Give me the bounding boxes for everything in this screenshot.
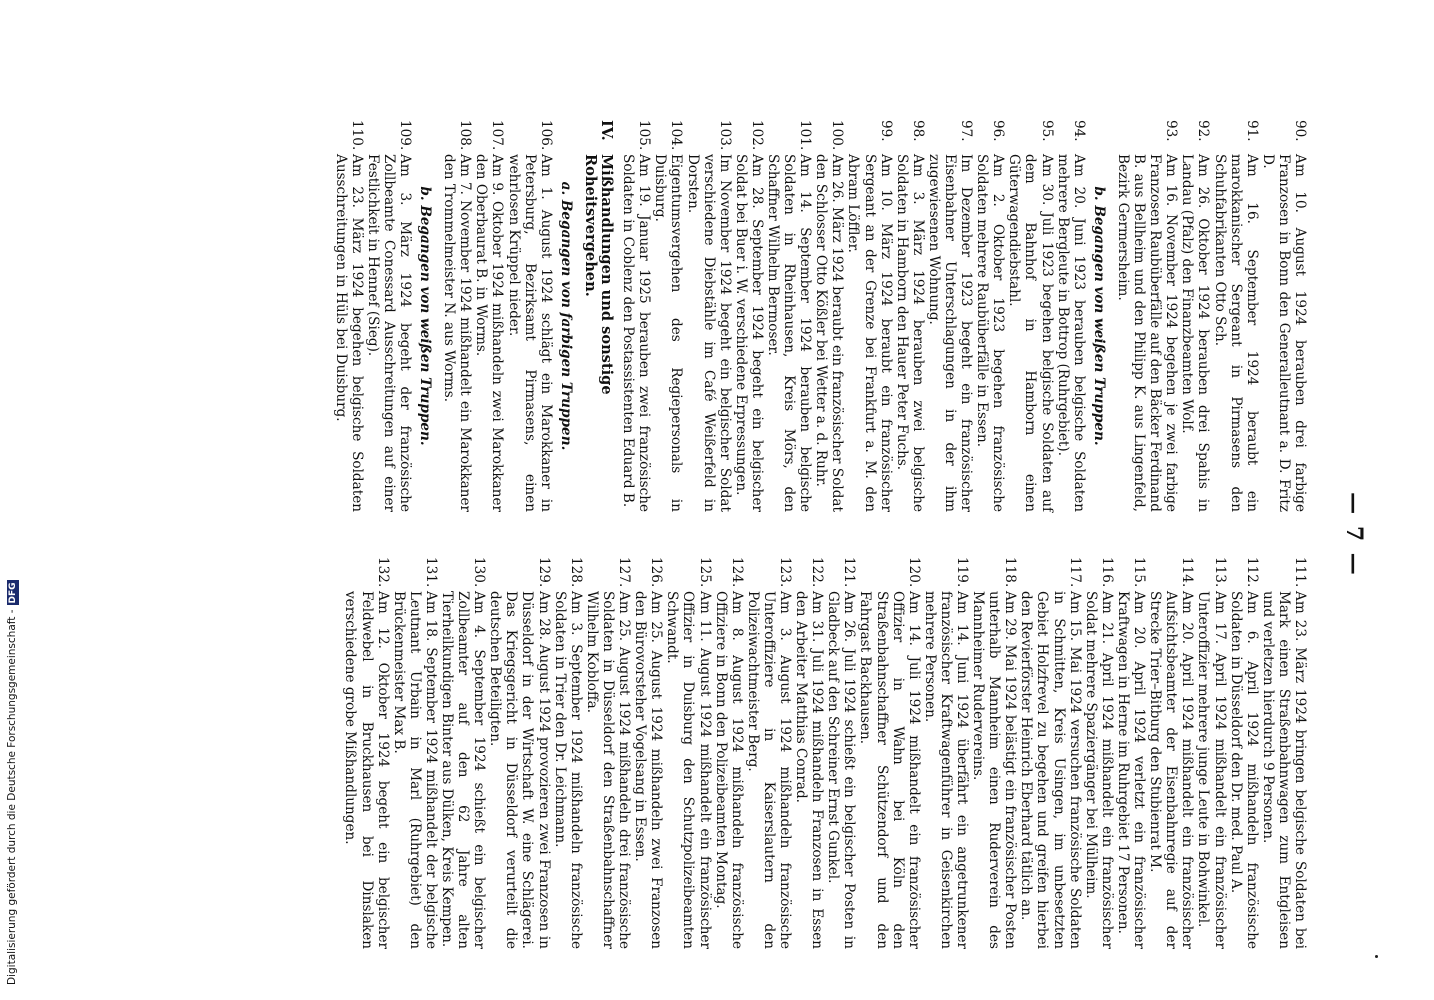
subsection-heading: b. Begangen von weißen Truppen. xyxy=(1090,186,1107,446)
entry-text: Eigentumsvergehen des Regiepersonals in Duisburg. xyxy=(652,154,685,512)
list-item xyxy=(1179,120,1211,512)
entry-number: 115. xyxy=(1131,557,1148,588)
list-item xyxy=(793,557,825,949)
entry-number: 106. xyxy=(537,120,554,151)
digitization-credit xyxy=(6,0,26,990)
entry-text: Am 15. Mai 1924 versuchen französische Soldaten in Schmitten, Kreis Usingen, im unbesetzten Gebiet Holzfrevel zu begehen und greifen hierbei den Revierförster Heinrich Eberhard tätlich an. xyxy=(1018,591,1083,949)
entry-number: 130. xyxy=(471,557,488,588)
list-item xyxy=(664,557,712,949)
entry-number: 112. xyxy=(1243,557,1260,588)
entry-text: Am 19. Januar 1925 berauben zwei französische Soldaten in Coblenz den Postassistenten Eduard B. xyxy=(620,154,653,512)
entry-text: Am 6. April 1924 mißhandeln französische Soldaten in Düsseldorf den Dr. med. Paul A. xyxy=(1227,591,1260,949)
entry-number: 114. xyxy=(1179,557,1196,588)
entry-text: Am 23. März 1924 bringen belgische Soldaten bei Mark einen Straßenbahnwagen zum Entgleisen und verletzen hierdurch 9 Personen. xyxy=(1259,591,1308,949)
entry-number: 118. xyxy=(1002,557,1019,588)
list-item xyxy=(652,120,684,512)
entry-number: 104. xyxy=(668,120,685,151)
list-item xyxy=(1006,120,1054,512)
speck-mark xyxy=(1375,955,1378,958)
entry-text: Am 30. Juli 1923 begehen belgische Soldaten auf dem Bahnhof in Hamborn einen Güterwagendiebstahl. xyxy=(1006,154,1055,512)
entry-number: 93. xyxy=(1163,120,1180,142)
list-item xyxy=(632,557,664,949)
entry-text: Am 4. September 1924 schießt ein belgischer Zollbeamter auf den 62 Jahre alten Tierheilkundigen Binter aus Dülken, Kreis Kempen. xyxy=(439,591,488,949)
entry-text: Am 16. November 1924 begehen je zwei farbige Franzosen Raubüberfälle auf den Bäcker Ferdinand B. aus Bellheim und den Philipp K. aus Lingenfeld, Bezirk Germersheim. xyxy=(1114,154,1180,512)
list-item xyxy=(857,557,921,949)
entry-number: 110. xyxy=(348,120,365,151)
entry-text: Am 3. August 1924 mißhandeln französische Unteroffiziere in Kaiserslautern den Polizeiwachtmeister Berg. xyxy=(744,591,793,949)
list-item xyxy=(1147,557,1195,949)
list-item xyxy=(1260,120,1308,512)
entry-text: Am 17. April 1924 mißhandelt ein französischer Unteroffizier mehrere junge Leute in Bohwinkel. xyxy=(1195,591,1228,949)
list-item xyxy=(970,557,1018,949)
list-item xyxy=(1083,557,1115,949)
credit-text: Digitalisierung gefördert durch die Deutsche Forschungsgemeinschaft - xyxy=(6,609,18,985)
entry-text: Am 16. September 1924 beraubt ein marokkanischer Sergeant in Pirmasens den Schuhfabrikanten Otto Sch. xyxy=(1211,154,1260,512)
entry-text: Am 26. Oktober 1924 berauben drei Spahis in Landau (Pfalz) den Finanzbeamten Wolf. xyxy=(1179,154,1212,512)
list-item xyxy=(926,120,974,512)
section-heading xyxy=(582,120,614,512)
entry-number: 121. xyxy=(841,557,858,588)
list-item xyxy=(765,120,813,512)
list-item xyxy=(1260,557,1308,949)
right-column xyxy=(342,557,1308,949)
entry-text: Am 10. März 1924 beraubt ein französischer Sergeant an der Grenze bei Frankfurt a. M. den Abram Löffler. xyxy=(845,154,894,512)
entry-text: Am 28. August 1924 provozieren zwei Franzosen in Düsseldorf in der Wirtschaft W. eine Schlägerei. Das Kriegsgericht in Düsseldorf verurteilt die deutschen Beteiligten. xyxy=(487,591,552,949)
list-item xyxy=(439,557,487,949)
entry-number: 92. xyxy=(1195,120,1212,142)
list-item xyxy=(974,120,1006,512)
entry-text: Am 12. Oktober 1924 begeht ein belgischer Feldwebel in Bruckhausen bei Dinslaken verschiedene grobe Mißhandlungen. xyxy=(342,591,391,949)
entry-number: 127. xyxy=(616,557,633,588)
entry-number: 109. xyxy=(397,120,414,151)
list-item xyxy=(342,557,390,949)
entry-number: 116. xyxy=(1098,557,1115,588)
entry-text: Am 31. Juli 1924 mißhandeln Franzosen in Essen den Arbeiter Matthias Conrad. xyxy=(793,591,826,949)
list-item xyxy=(733,120,765,512)
list-item xyxy=(1115,557,1147,949)
entry-text: Am 20. Juni 1923 berauben belgische Soldaten mehrere Bergleute in Bottrop (Ruhrgebiet). xyxy=(1054,154,1087,512)
entry-number: 97. xyxy=(958,120,975,142)
entry-number: 126. xyxy=(648,557,665,588)
list-item xyxy=(825,557,857,949)
subsection-heading: b. Begangen von weißen Truppen. xyxy=(417,186,434,446)
entry-text: Am 14. Juni 1924 überfährt ein angetrunkener französischer Kraftwagenführer in Geisenkirchen mehrere Personen. xyxy=(921,591,971,949)
list-item xyxy=(441,120,473,512)
entry-text: Am 3. März 1924 berauben zwei belgische Soldaten in Hamborn den Hauer Peter Fuchs. xyxy=(893,154,926,512)
entry-number: 96. xyxy=(990,120,1007,142)
entry-text: Im November 1924 begeht ein belgischer Soldat verschiedene Diebstähle im Café Weißerfeld in Dorsten. xyxy=(684,154,733,512)
entry-number: 103. xyxy=(716,120,733,151)
entry-text: Am 1. August 1924 schlägt ein Marokkaner in Petersburg, Bezirksamt Pirmasens, einen wehrlosen Krüppel nieder. xyxy=(505,154,554,512)
entry-number: 91. xyxy=(1243,120,1260,142)
entry-number: 113. xyxy=(1211,557,1228,588)
list-item xyxy=(845,120,893,512)
entry-text: Am 25. August 1924 mißhandeln drei französische Soldaten in Düsseldorf den Straßenbahnschaffner Wilhelm Kobloffa. xyxy=(583,591,633,949)
entry-number: 105. xyxy=(636,120,653,151)
entry-text: Am 14. Juli 1924 mißhandelt ein französischer Offizier in Wahn bei Köln den Straßenbahnschaffner Schützendorf und den Fahrgast Backhausen. xyxy=(857,591,922,949)
entry-number: 128. xyxy=(567,557,584,588)
list-item xyxy=(365,120,413,512)
entry-text: Am 2. Oktober 1923 begehen französische Soldaten mehrere Raubüberfälle in Essen. xyxy=(974,154,1007,512)
entry-number: 95. xyxy=(1038,120,1055,142)
list-item xyxy=(1195,557,1227,949)
left-column xyxy=(333,120,1308,512)
list-item xyxy=(473,120,505,512)
entry-number: 120. xyxy=(905,557,922,588)
entry-text: Am 14. September 1924 berauben belgische Soldaten in Rheinhausen, Kreis Mörs, den Schaffner Wilhelm Bermoser. xyxy=(765,154,814,512)
list-item xyxy=(333,120,365,512)
list-item xyxy=(713,557,745,949)
list-item xyxy=(487,557,551,949)
entry-text: Am 26. März 1924 beraubt ein französischer Soldat den Schlosser Otto Kößler bei Wetter a. d. Ruhr. xyxy=(813,154,846,512)
entry-number: 119. xyxy=(954,557,971,588)
entry-text: Am 10. August 1924 berauben drei farbige Franzosen in Bonn den Generalleutnant a. D. Fritz D. xyxy=(1259,154,1308,512)
entry-text: Am 11. August 1924 mißhandelt ein französischer Offizier in Duisburg den Schutzpolizeibeamten Schwandt. xyxy=(664,591,713,949)
entry-number: 132. xyxy=(374,557,391,588)
entry-number: 111. xyxy=(1292,557,1308,588)
entry-text: Am 29. Mai 1924 belästigt ein französischer Posten unterhalb Mannheim einen Ruderverein des Mannheimer Rudervereins. xyxy=(970,591,1019,949)
entry-text: Am 25. August 1924 mißhandeln zwei Franzosen den Bürovorsteher Vogelsang in Essen. xyxy=(632,591,665,949)
list-item xyxy=(813,120,845,512)
list-item xyxy=(584,557,632,949)
entry-text: Am 28. September 1924 begeht ein belgischer Soldat bei Buer i. W. verschiedene Erpressungen. xyxy=(732,154,765,512)
list-item xyxy=(1211,120,1259,512)
list-item xyxy=(391,557,439,949)
list-item xyxy=(1115,120,1179,512)
entry-number: 117. xyxy=(1066,557,1083,588)
list-item xyxy=(1018,557,1082,949)
list-item xyxy=(506,120,554,512)
entry-text: Am 23. März 1924 begehen belgische Soldaten Ausschreitungen in Hüls bei Duisburg. xyxy=(332,154,365,512)
entry-text: Am 21. April 1924 mißhandelt ein französischer Soldat mehrere Spaziergänger bei Mülheim. xyxy=(1082,591,1115,949)
entry-text: Am 3. März 1924 begeht der französische Zollbeamte Conessard Ausschreitungen auf einer Festlichkeit in Hennef (Sieg). xyxy=(364,154,414,512)
list-item xyxy=(1228,557,1260,949)
entry-number: 129. xyxy=(535,557,552,588)
page-number: — 7 — xyxy=(1341,492,1367,577)
entry-text: Am 3. September 1924 mißhandeln französische Soldaten in Trier den Dr. Leichmann. xyxy=(551,591,584,949)
entry-number: 123. xyxy=(777,557,793,588)
list-item xyxy=(1055,120,1087,512)
entry-number: 108. xyxy=(457,120,474,151)
list-item xyxy=(894,120,926,512)
entry-number: 102. xyxy=(748,120,765,151)
list-item xyxy=(745,557,793,949)
list-item xyxy=(552,557,584,949)
entry-text: Am 26. Juli 1924 schießt ein belgischer Posten in Gladbeck auf den Schreiner Ernst Gunkel. xyxy=(825,591,858,949)
entry-text: Im Dezember 1923 begeht ein französischer Eisenbahner Unterschlagungen in der ihm zugewiesenen Wohnung. xyxy=(925,154,975,512)
section-number: IV. xyxy=(598,120,616,141)
entry-number: 125. xyxy=(696,557,713,588)
section-title: Mißhandlungen und sonstige Roheitsvergehen. xyxy=(581,154,616,395)
entry-number: 94. xyxy=(1070,120,1087,142)
dfg-logo: DFG xyxy=(8,582,18,604)
list-item xyxy=(684,120,732,512)
entry-number: 124. xyxy=(728,557,745,588)
entry-text: Am 7. November 1924 mißhandelt ein Marokkaner den Trommelmeister N. aus Worms. xyxy=(441,154,474,512)
list-item xyxy=(922,557,970,949)
subsection-heading: a. Begangen von farbigen Truppen. xyxy=(557,181,574,451)
entry-number: 131. xyxy=(422,557,439,588)
entry-text: Am 9. Oktober 1924 mißhandeln zwei Marokkaner den Oberbaurat B. in Worms. xyxy=(473,154,506,512)
entry-text: Am 20. April 1924 verletzt ein französischer Kraftwagen in Herne im Ruhrgebiet 17 Personen. xyxy=(1114,591,1148,949)
entry-text: Am 18. September 1924 mißhandelt der belgische Leutnant Urbain in Marl (Ruhrgebiet) den Brückenmeister Max B. xyxy=(390,591,439,949)
entry-number: 99. xyxy=(877,120,894,142)
entry-number: 100. xyxy=(829,120,846,151)
entry-text: Am 20. April 1924 mißhandelt ein französischer Aufsichtsbeamter der Eisenbahnregie auf der Strecke Trier–Bitburg den Stubienrat M. xyxy=(1147,591,1196,949)
entry-number: 107. xyxy=(489,120,506,151)
entry-text: Am 8. August 1924 mißhandeln französische Offiziere in Bonn den Polizeibeamten Montag. xyxy=(712,591,745,949)
list-item xyxy=(620,120,652,512)
entry-number: 101. xyxy=(797,120,814,151)
entry-number: 90. xyxy=(1292,120,1308,142)
entry-number: 98. xyxy=(909,120,926,142)
entry-number: 122. xyxy=(809,557,826,588)
